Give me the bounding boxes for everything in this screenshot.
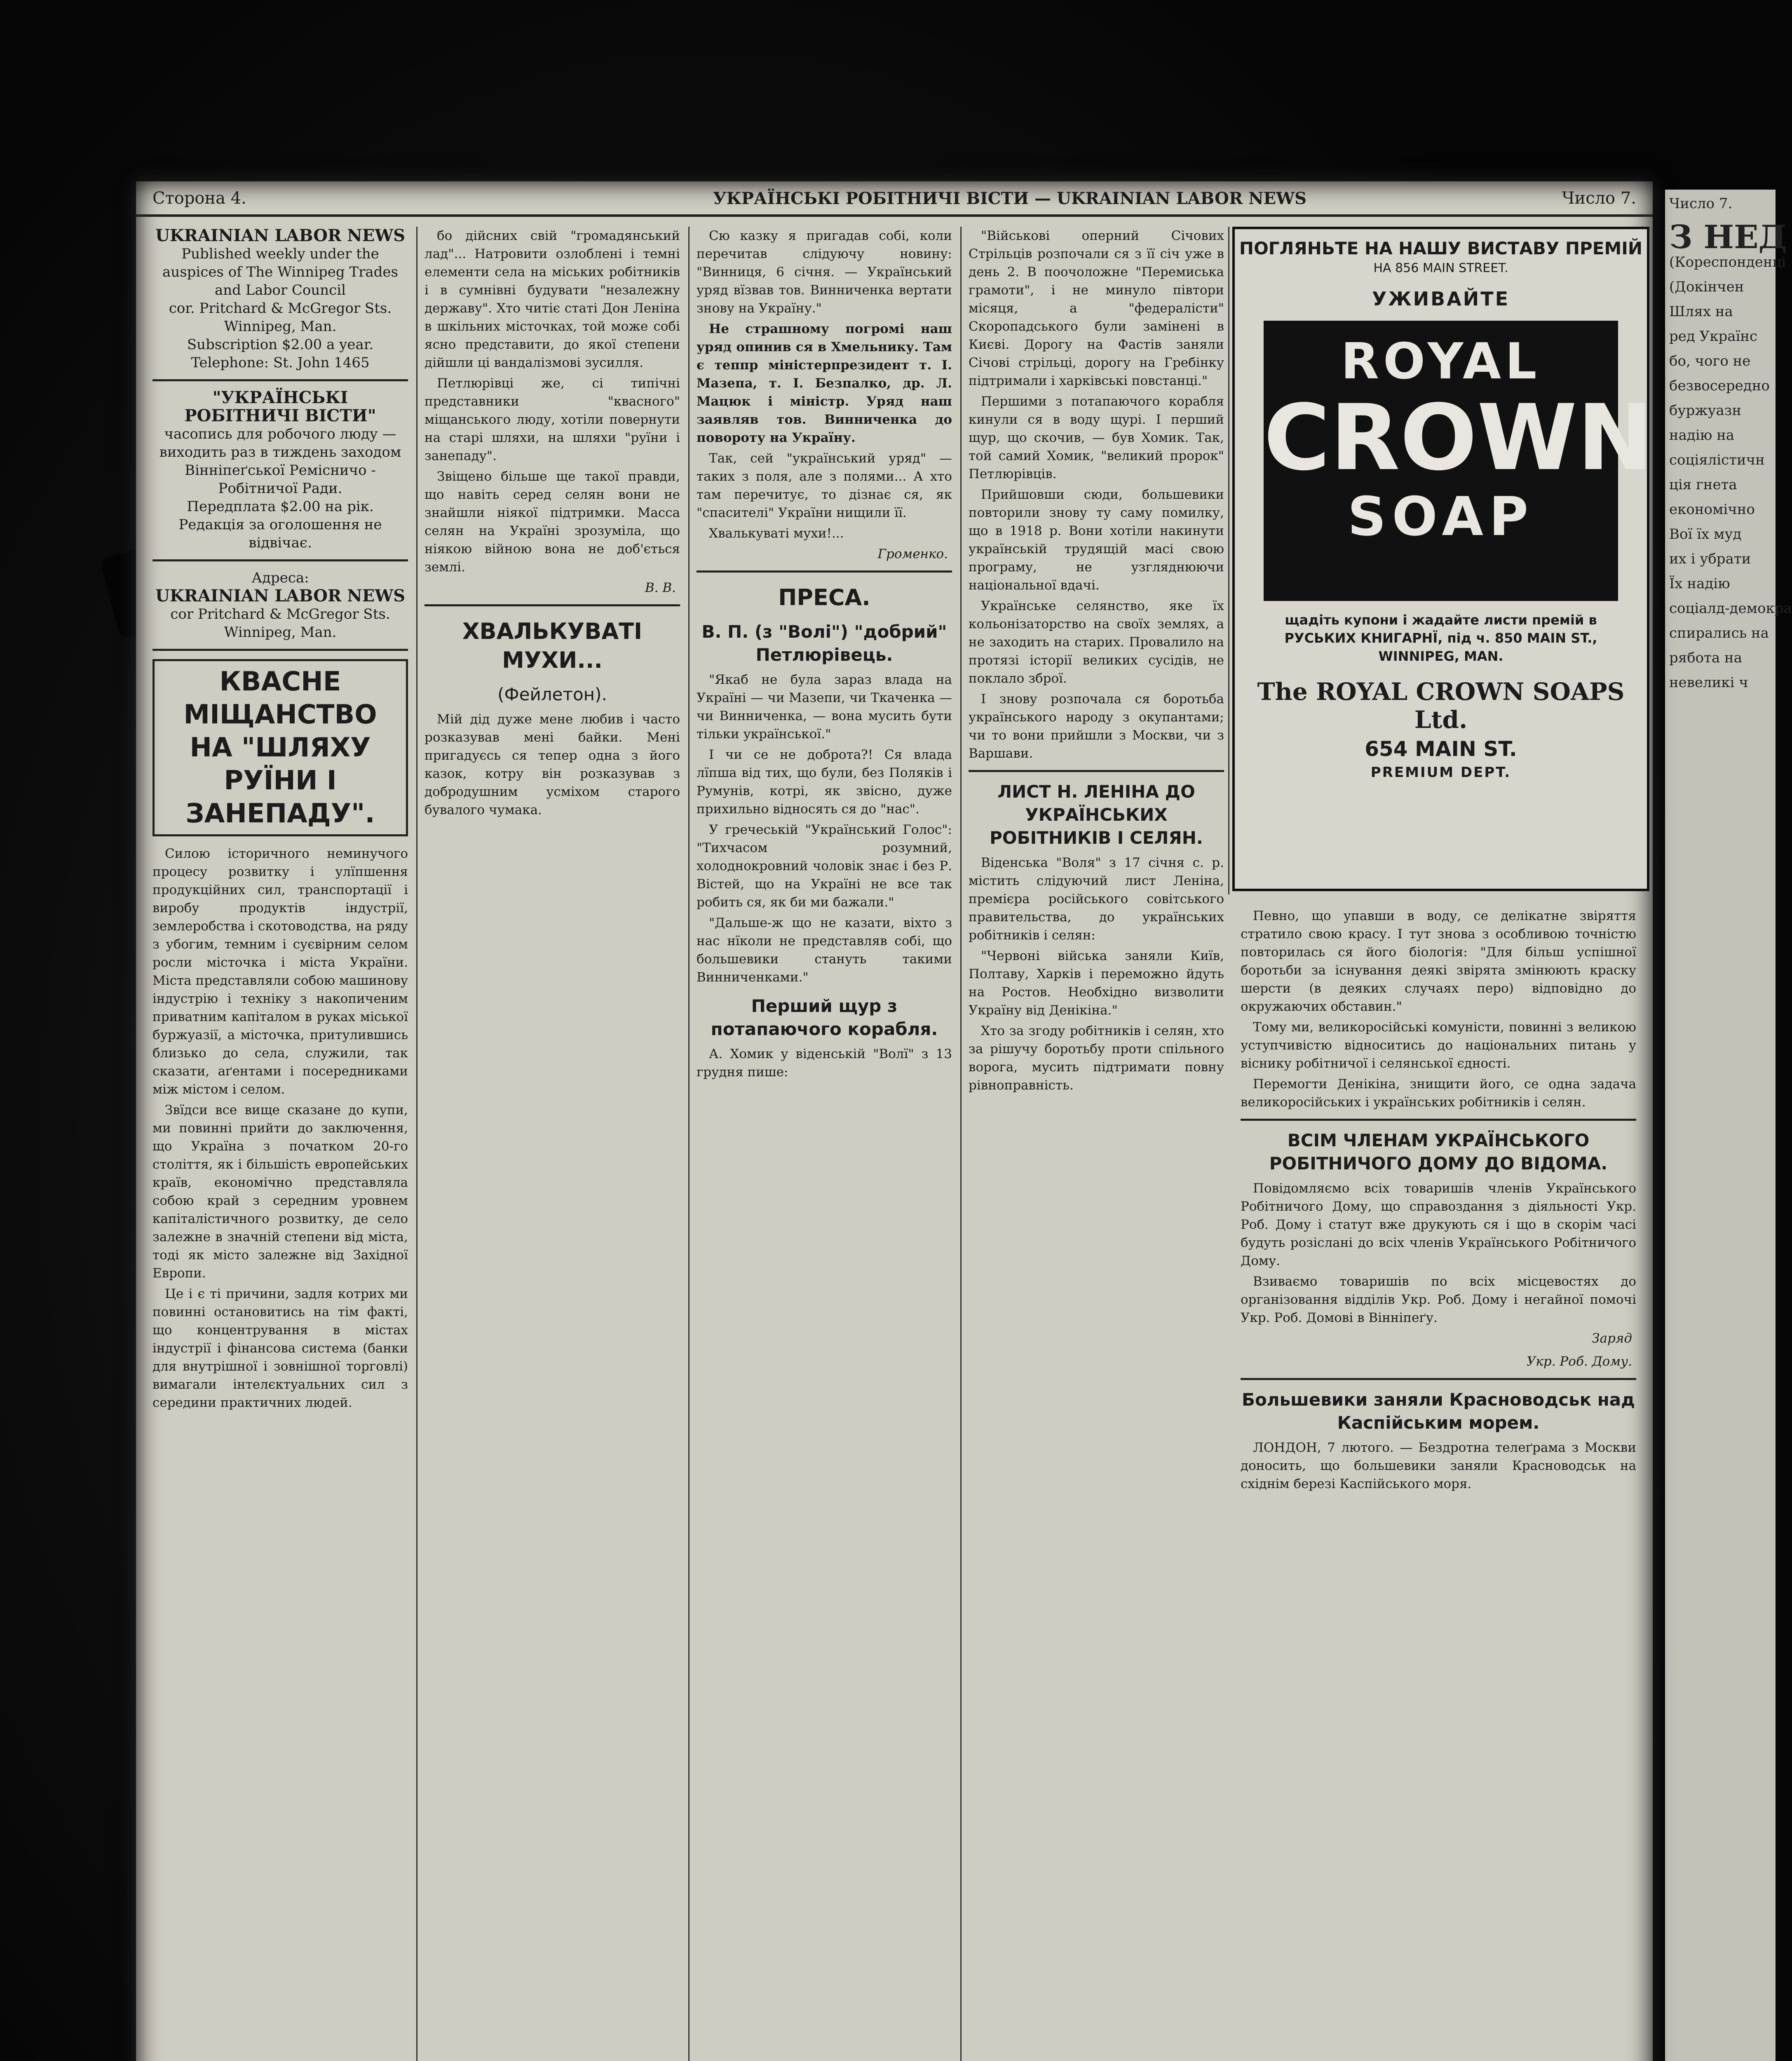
- article-paragraph: Першими з потапаючого корабля кинули ся в воду щурі. І перший щур, що скочив, — був Хомик. Так, той самий Хомик, "великий пророк" Петлюрівців.: [969, 394, 1224, 481]
- ad-dept: PREMIUM DEPT.: [1370, 764, 1511, 781]
- article-headline: Большевики заняли Красноводськ над Каспійським морем.: [1241, 1390, 1635, 1433]
- article-paragraph: Не страшному погромі наш уряд опинив ся в Хмельнику. Там є теппр міністерпрезидент т. І. Мазепа, т. І. Безпалко, др. Л. Мацюк і міністр. Уряд наш заявляв тов. Винниченка до повороту на Україну.: [697, 322, 952, 445]
- running-header: [136, 181, 1653, 217]
- address-street: cor Pritchard & McGregor Sts. Winnipeg, Man.: [170, 606, 390, 641]
- masthead-address-block: [152, 569, 408, 641]
- royal-crown-soap-logo: [1264, 321, 1653, 601]
- article-headline: ХВАЛЬКУВАТІ МУХИ...: [462, 618, 643, 673]
- ad-address-line: НА 856 MAIN STREET.: [1373, 261, 1508, 275]
- divider: [425, 604, 680, 606]
- article-paragraph: Прийшовши сюди, большевики повторили знову ту саму помилку, що в 1918 р. Вони хотіли накинути українській трудящій масі свою програму, не узгляднюючи національної вдачі.: [969, 487, 1224, 593]
- address-label: Адреса:: [251, 570, 309, 586]
- article-paragraph: Повідомляємо всіх товаришів членів Українського Робітничого Дому, що справоздання з діяльності Укр. Роб. Дому і статут вже друкують ся і що в скорім часі будуть розіслані до всіх членів Українського Робітничого Дому.: [1241, 1181, 1636, 1268]
- article-paragraph: "Військові оперний Січових Стрільців розпочали ся з її січ уже в день 2. В поочоложне "Перемиська грамоти", і не минуло півтори місяця, а "федералісти" Скоропадського були замінені в Києві. Дорогу на Фастів заняли Січові стрільці, дорогу на Гребінку підтримали і харківські повстанці.": [969, 228, 1224, 388]
- divider: [1241, 1119, 1636, 1121]
- adjacent-line: безвосередно: [1669, 378, 1770, 394]
- article-paragraph: бо дійсних свій "громадянський лад"... Натровити озлоблені і темні елементи села на міських робітників і в сумнівні будувати "незалежну державу". Хто читіє статі Дон Леніна в шкільних місточках, той може собі ясно представити, до якої степени дійшли ці вандалізмові зусилля.: [425, 228, 680, 370]
- article-headline: Перший щур з потапаючого корабля.: [711, 996, 938, 1039]
- article-paragraph: Тому ми, великоросійські комуністи, повинні з великою уступчивістю відноситись до національних питань у віснику робітничої і селянської єдності.: [1241, 1020, 1636, 1071]
- divider: [969, 770, 1224, 772]
- divider: [152, 649, 408, 651]
- masthead-telephone: Telephone: St. John 1465: [191, 354, 370, 371]
- adjacent-line: ція гнета: [1669, 477, 1737, 493]
- column-4: [969, 227, 1224, 2061]
- article-paragraph: Це і є ті причини, задля котрих ми повинні остановитись на тім факті, що концентрування в містах індустрії і фінансова система (банки для внутрішної і зовнішної торговлі) вимагали інтелєктуальних сил з середини практичних людей.: [152, 1286, 408, 1410]
- column-rule: [1228, 227, 1229, 894]
- newspaper-page: [136, 181, 1653, 2061]
- article-paragraph: Так, сей "український уряд" — таких з поля, але з полями... А хто там перечитує, то дізнає ся, як "спасителі" України нищили її.: [697, 451, 952, 520]
- column-5: [1241, 907, 1636, 2061]
- article-signature: В. В.: [645, 580, 676, 595]
- adjacent-line: (Кореспонденці: [1669, 254, 1786, 270]
- divider: [1241, 1378, 1636, 1380]
- adjacent-line: их і убрати: [1669, 551, 1751, 567]
- adjacent-line: рябота на: [1669, 650, 1742, 666]
- adjacent-line: (Докінчен: [1669, 279, 1744, 295]
- adjacent-page-number: Число 7.: [1669, 195, 1733, 212]
- article-signature: Заряд: [1592, 1331, 1632, 1346]
- masthead-title-en: UKRAINIAN LABOR NEWS: [155, 226, 405, 245]
- masthead-ua-price: Передплата $2.00 на рік.: [187, 498, 374, 515]
- divider: [152, 559, 408, 561]
- adjacent-page-heading: З НЕД: [1669, 218, 1787, 256]
- ad-company: The ROYAL CROWN SOAPS Ltd.: [1257, 678, 1625, 734]
- article-signature: Громенко.: [877, 547, 948, 561]
- page-number-left: Сторона 4.: [152, 189, 246, 208]
- article-paragraph: ЛОНДОН, 7 лютого. — Бездротна телеґрама з Москви доносить, що большевики заняли Красноводськ на східнім березі Каспійського моря.: [1241, 1440, 1636, 1491]
- article-paragraph: Силою історичного неминучого процесу розвитку і улїпшення продукційних сил, транспортації і виробу продуктів індустрії, землеробства і скотоводства, на ряду з убогим, темним і суєвірним селом росли місточка і міста України. Міста представляли собою машинову індустрію і техніку з накопиченим приватним капіталом в руках міської буржуазії, а місточка, притулившись близько до села, служили, так сказати, аґентами і посередниками між містом і селом.: [152, 846, 408, 1097]
- logo-royal: ROYAL: [1341, 333, 1541, 390]
- article-paragraph: У гречеській "Український Голос": "Тихчасом розумний, холоднокровний чоловік знає і без Р. Вістей, що на Україні не все так робить ся, як би ми бажали.": [697, 822, 952, 910]
- adjacent-line: надію на: [1669, 427, 1735, 444]
- ad-coupon-text: щадіть купони і жадайте листи премій в РУСЬКИХ КНИГАРНЇ, під ч. 850 MAIN ST., WINNIPEG, MAN.: [1284, 612, 1597, 664]
- article-paragraph: Українське селянство, яке їх кольонізаторство на своїх землях, а не заходить на старих. Провалило на протязі історії великих сусідів, не поклало зброї.: [969, 599, 1224, 686]
- masthead-ukrainian: [152, 389, 408, 552]
- article-headline: ЛИСТ Н. ЛЕНІНА ДО УКРАЇНСЬКИХ РОБІТНИКІВ І СЕЛЯН.: [990, 782, 1203, 848]
- article-paragraph: Хто за згоду робітників і селян, хто за рішучу боротьбу проти спільного ворога, мусить підтримати повну рівноправність.: [969, 1023, 1224, 1093]
- adjacent-line: бо, чого не: [1669, 353, 1751, 369]
- article-paragraph: "Червоні війська заняли Київ, Полтаву, Харків і переможно йдуть на Ростов. Необхідно визволити Україну від Денікіна.": [969, 948, 1224, 1018]
- section-headline: ПРЕСА.: [778, 584, 870, 610]
- column-rule: [960, 227, 962, 2061]
- column-3: [697, 227, 952, 2061]
- issue-number: Число 7.: [1562, 189, 1636, 208]
- article-signature: Укр. Роб. Дому.: [1526, 1354, 1632, 1369]
- article-paragraph: І знову розпочала ся боротьба українського народу з окупантами; чи то вони прийшли з Москви, чи з Варшави.: [969, 692, 1224, 761]
- adjacent-line: невеликі ч: [1669, 674, 1748, 691]
- adjacent-line: Їх надію: [1669, 575, 1730, 592]
- article-paragraph: Петлюрівці же, сі типічні представники "квасного" міщанського люду, хотіли повернути на старі шляхи, на шляхи "руїни і занепаду".: [425, 376, 680, 463]
- ad-company-address: 654 MAIN ST.: [1365, 737, 1517, 761]
- masthead-ua-desc: часопись для робочого люду — виходить раз в тиждень заходом Вінніпеґської Ремісничо - Робітничої Ради.: [159, 426, 401, 497]
- article-subheadline: (Фейлетон).: [497, 684, 607, 704]
- article-paragraph: А. Хомик у віденській "Волї" з 13 грудня пише:: [697, 1047, 952, 1080]
- adjacent-line: соціалд-демокра: [1669, 600, 1792, 617]
- article-paragraph: Перемогти Денікіна, знищити його, се одна задача великоросійських і українських робітників і селян.: [1241, 1077, 1636, 1110]
- adjacent-line: соціялістичн: [1669, 452, 1765, 468]
- article-paragraph: "Якаб не була зараз влада на Україні — чи Мазепи, чи Ткаченка — чи Винниченка, — вона мусить бути тільки української.": [697, 672, 952, 742]
- adjacent-line: Вої їх муд: [1669, 526, 1742, 542]
- logo-crown: CROWN: [1264, 385, 1653, 491]
- masthead-subscription: Subscription $2.00 a year.: [187, 336, 374, 353]
- adjacent-line: економічно: [1669, 501, 1755, 518]
- article-paragraph: "Дальше-ж що не казати, віхто з нас нїколи не представляв собі, що большевики стануть такими Винниченками.": [697, 915, 952, 985]
- masthead-pub-line: Published weekly under the auspices of The Winnipeg Trades and Labor Council: [162, 246, 398, 298]
- adjacent-line: Шлях на: [1669, 303, 1733, 320]
- masthead-address: cor. Pritchard & McGregor Sts. Winnipeg, Man.: [169, 300, 392, 335]
- column-rule: [688, 227, 690, 2061]
- column-2: [425, 227, 680, 2061]
- ad-use-line: УЖИВАЙТЕ: [1372, 288, 1510, 310]
- article-paragraph: Певно, що упавши в воду, се делікатне звіряття стратило свою красу. І тут знова з особливою точністю повторилась ся його біологія: "Для більш успішної боротьби за існування деякі звірята змінюють краску шерсти (в деяких случаях перо) відповідно до окружаючих обставин.": [1241, 908, 1636, 1014]
- article-headline: КВАСНЕ МІЩАНСТВО НА "ШЛЯХУ РУЇНИ І ЗАНЕПАДУ".: [152, 659, 408, 836]
- article-paragraph: І чи се не доброта?! Ся влада лїпша від тих, що були, без Поляків і Румунів, котрі, як звісно, дуже прихильно відносять ся до "нас".: [697, 747, 952, 817]
- article-paragraph: Хвалькуваті мухи!...: [709, 526, 844, 541]
- masthead-ua-note: Редакція за оголошення не відвічає.: [178, 516, 382, 551]
- adjacent-line: ред Українс: [1669, 328, 1758, 345]
- column-rule: [416, 227, 418, 2061]
- newspaper-name-header: УКРАЇНСЬКІ РОБІТНИЧІ ВІСТИ — UKRAINIAN LABOR NEWS: [713, 189, 1306, 208]
- article-paragraph: Сю казку я пригадав собі, коли перечитав слідуючу новину: "Винниця, 6 січня. — Український уряд вїзвав тов. Винниченка вертати знову на Україну.": [697, 228, 952, 316]
- adjacent-line: буржуазн: [1669, 402, 1741, 419]
- adjacent-line: спирались на: [1669, 625, 1769, 641]
- adjacent-page-fragment: [1665, 190, 1792, 2061]
- article-subheadline: В. П. (з "Волі") "добрий" Петлюрівець.: [701, 622, 947, 665]
- article-paragraph: Віденська "Воля" з 17 січня с. р. містить слідуючий лист Леніна, премієра російського совітського правительства, до українських робітників і селян:: [969, 855, 1224, 943]
- article-headline: ВСІМ ЧЛЕНАМ УКРАЇНСЬКОГО РОБІТНИЧОГО ДОМУ ДО ВІДОМА.: [1269, 1130, 1608, 1174]
- divider: [152, 379, 408, 381]
- masthead-title-ua: "УКРАЇНСЬКІ РОБІТНИЧІ ВІСТИ": [184, 388, 376, 425]
- article-paragraph: Звіщено більше ще такої правди, що навіть серед селян вони не знайшли ніякої підтримки. Масса селян на Україні зрозуміла, що ніякою війною вона не доб'ється землі.: [425, 469, 680, 575]
- column-1: [152, 227, 408, 2061]
- royal-crown-soap-advertisement: [1232, 227, 1653, 891]
- ad-premium-line: ПОГЛЯНЬТЕ НА НАШУ ВИСТАВУ ПРЕМІЙ: [1239, 238, 1643, 258]
- article-paragraph: Звїдси все вище сказане до купи, ми повинні прийти до заключення, що Україна з початком 20-го століття, як і більшість европейських країв, економічно представляла собою край з середним уровнем капіталістичного розвитку, де село залежне в значній степени від міста, тоді як місто залежне від Західної Европи.: [152, 1103, 408, 1281]
- divider: [697, 570, 952, 573]
- logo-soap: SOAP: [1347, 485, 1534, 548]
- masthead-english: [152, 227, 408, 372]
- article-paragraph: Мій дід дуже мене любив і часто розказував мені байки. Мені пригадуєсь ся тепер одна з його казок, котру він розказував з добродушним усміхом старого бувалого чумака.: [425, 712, 680, 817]
- article-paragraph: Взиваємо товаришів по всіх місцевостях до організовання відділів Укр. Роб. Дому і негайної помочі Укр. Роб. Домові в Вінніпеґу.: [1241, 1274, 1636, 1325]
- address-name: UKRAINIAN LABOR NEWS: [155, 586, 405, 606]
